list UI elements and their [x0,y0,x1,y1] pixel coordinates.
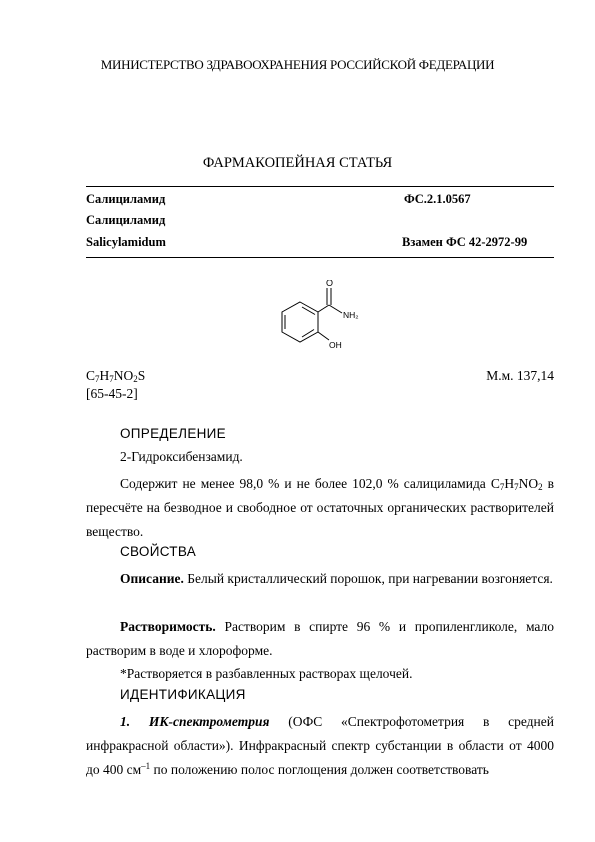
oxygen-label: O [326,280,334,288]
solubility-paragraph: Растворимость. Растворим в спирте 96 % и пропиленгликоле, мало растворим в воде и хлороформе. [86,619,554,658]
monograph-code: ФС.2.1.0567 [404,192,471,206]
ir-spectrometry-paragraph: 1. ИК-спектрометрия (ОФС «Спектрофотометрия в средней инфракрасной области»). Инфракрасный спектр субстанции в области от 4000 до 400 $см^{-1}$ по положению полос поглощения должен соответствовать [86,714,554,777]
content-paragraph: Содержит не менее 98,0 % и не более 102,0 % салициламида $C_7H_7NO_2$ в пересчёте на безводное и свободное от остаточных органических растворителей вещество. [86,476,554,539]
section-definition: ОПРЕДЕЛЕНИЕ [120,426,226,441]
hydroxyl-label: OH [329,340,342,350]
description-paragraph: Описание. Белый кристаллический порошок, при нагревании возгоняется. [120,571,553,586]
amine-label: NH₂ [343,310,359,320]
alkali-note: *Растворяется в разбавленных растворах щелочей. [120,666,413,681]
section-properties: СВОЙСТВА [120,544,197,559]
cas-number: [65-45-2] [86,386,138,401]
benzene-ring [282,302,318,342]
bottom-rule [86,257,554,258]
name-russian: Салициламид [86,192,166,206]
name-russian-2: Салициламид [86,213,166,227]
document-title: ФАРМАКОПЕЙНАЯ СТАТЬЯ [202,155,393,171]
molecular-weight: М.м. 137,14 [486,368,554,383]
replaces-note: Взамен ФС 42-2972-99 [402,235,528,249]
name-latin: Salicylamidum [86,235,166,249]
chemical-name: 2-Гидроксибензамид. [120,449,243,464]
top-rule [86,186,554,187]
section-identification: ИДЕНТИФИКАЦИЯ [120,687,246,702]
structural-formula [262,280,372,360]
molecular-formula: $C_7H_7NO_2S$ [86,368,146,384]
ministry-header: МИНИСТЕРСТВО ЗДРАВООХРАНЕНИЯ РОССИЙСКОЙ ФЕДЕРАЦИИ [100,57,495,72]
